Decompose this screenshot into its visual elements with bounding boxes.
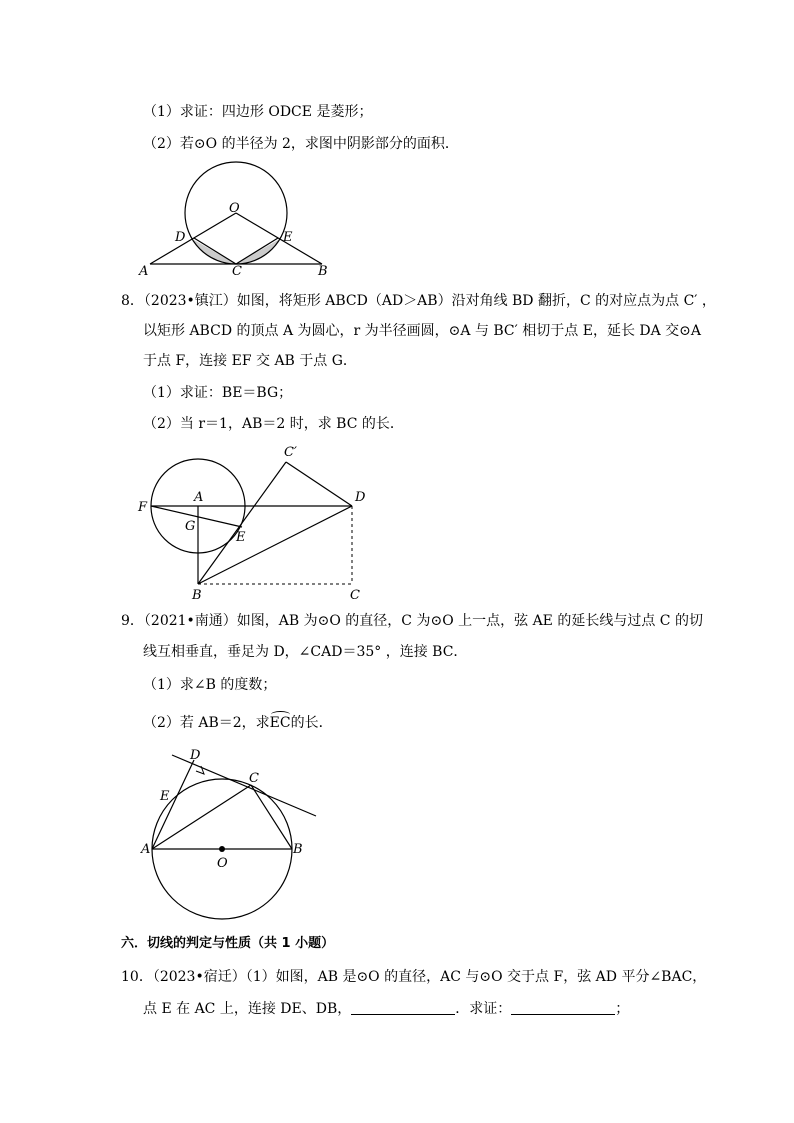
q7-label-E: E — [283, 230, 293, 245]
q9-label-E: E — [160, 789, 170, 804]
q8-line3: 于点 F，连接 EF 交 AB 于点 G． — [143, 353, 357, 369]
q8-label-C: C — [350, 588, 360, 603]
q8-line2: 以矩形 ABCD 的顶点 A 为圆心，r 为半径画圆，⊙A 与 BC′ 相切于点 E，延长 DA 交⊙A — [143, 323, 702, 339]
q10-blank-2[interactable] — [511, 1000, 615, 1015]
q7-label-B: B — [318, 264, 328, 279]
section6-heading: 六．切线的判定与性质（共 1 小题） — [121, 936, 335, 951]
q8-label-G: G — [185, 519, 196, 534]
q7-part1: （1）求证：四边形 ODCE 是菱形； — [143, 104, 373, 120]
q7-part2: （2）若⊙O 的半径为 2，求图中阴影部分的面积． — [143, 136, 459, 152]
q9-line2: 线互相垂直，垂足为 D，∠CAD＝35° ，连接 BC． — [143, 644, 468, 660]
q9-part1: （1）求∠B 的度数； — [143, 677, 277, 693]
q8-label-A: A — [194, 490, 204, 505]
q9-label-O: O — [217, 856, 228, 871]
q10-line2-mid: ．求证： — [455, 1001, 512, 1017]
q8-part1: （1）求证：BE＝BG； — [143, 385, 293, 401]
q9-line-CB — [251, 785, 292, 849]
q10-line2-post: ； — [615, 1001, 630, 1017]
q8-label-B: B — [192, 588, 202, 603]
q9-label-A: A — [141, 842, 151, 857]
q10-blank-1[interactable] — [351, 1000, 455, 1015]
q7-label-O: O — [229, 201, 240, 216]
q9-line1: 9．（2021•南通）如图，AB 为⊙O 的直径，C 为⊙O 上一点，弦 AE 的延长线与过点 C 的切 — [121, 613, 703, 629]
q9-part2-post: 的长． — [290, 715, 333, 731]
q7-label-D: D — [175, 230, 186, 245]
q10-line2-pre: 点 E 在 AC 上，连接 DE、DB， — [143, 1001, 352, 1017]
q8-line1: 8．（2023•镇江）如图，将矩形 ABCD（AD＞AB）沿对角线 BD 翻折，C 的对应点为点 C′ ， — [121, 293, 716, 309]
q9-center-dot — [219, 846, 225, 852]
q9-arc-EC: EC — [269, 715, 291, 731]
q10-line2 — [143, 1000, 629, 1018]
q8-part2: （2）当 r＝1，AB＝2 时，求 BC 的长． — [143, 416, 404, 432]
q8-label-F: F — [138, 500, 148, 515]
q9-label-C: C — [249, 771, 259, 786]
q8-label-Cp: C′ — [284, 445, 297, 460]
q8-label-E: E — [236, 530, 246, 545]
q9-label-D: D — [190, 748, 201, 763]
q8-label-D: D — [355, 490, 366, 505]
q7-label-C: C — [232, 264, 242, 279]
q9-part2-pre: （2）若 AB＝2，求 — [143, 715, 270, 731]
q9-label-B: B — [293, 842, 303, 857]
q10-line1: 10．（2023•宿迁）（1）如图，AB 是⊙O 的直径，AC 与⊙O 交于点 F，弦 AD 平分∠BAC， — [121, 969, 707, 985]
q7-label-A: A — [139, 264, 149, 279]
